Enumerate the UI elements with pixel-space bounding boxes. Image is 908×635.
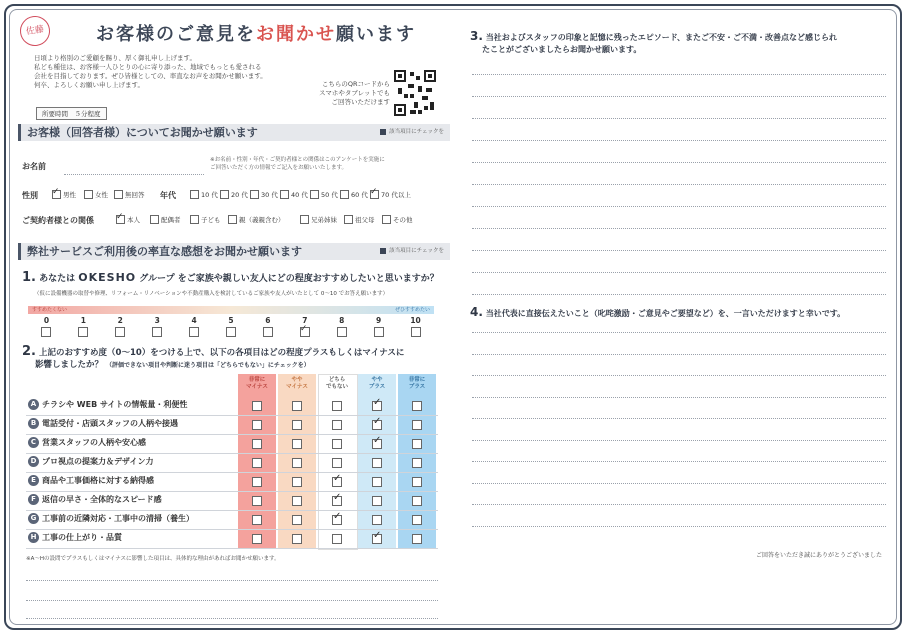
checkbox[interactable] bbox=[374, 327, 384, 337]
option-label: 女性 bbox=[95, 191, 108, 199]
answer-line[interactable] bbox=[472, 206, 886, 207]
checkbox[interactable] bbox=[292, 477, 302, 487]
answer-line[interactable] bbox=[472, 294, 886, 295]
age-option-70plus[interactable] bbox=[370, 190, 411, 199]
scale-option-9[interactable] bbox=[369, 316, 389, 337]
question-1 bbox=[22, 270, 439, 285]
name-note-line: ご回答いただく方の情報でご記入をお願いいたします。 bbox=[210, 164, 348, 171]
question-number: 3. bbox=[470, 29, 483, 43]
gender-option-female[interactable] bbox=[84, 190, 108, 199]
checkbox[interactable] bbox=[292, 439, 302, 449]
checkbox-checked[interactable] bbox=[116, 215, 125, 224]
checkbox[interactable] bbox=[252, 496, 262, 506]
row-letter-badge: E bbox=[28, 475, 39, 486]
relation-option-self[interactable] bbox=[116, 215, 140, 224]
row-letter-badge: C bbox=[28, 437, 39, 448]
question-text: あなたは bbox=[39, 274, 76, 284]
grid-row-label bbox=[28, 437, 146, 448]
answer-line[interactable] bbox=[26, 580, 438, 581]
checkbox[interactable] bbox=[84, 190, 93, 199]
checkbox-checked[interactable] bbox=[372, 401, 382, 411]
checkbox[interactable] bbox=[250, 190, 259, 199]
row-letter-badge: B bbox=[28, 418, 39, 429]
option-label: 50 代 bbox=[321, 191, 338, 199]
checkbox-checked[interactable] bbox=[332, 477, 342, 487]
grid-row-label bbox=[28, 399, 187, 410]
answer-line[interactable] bbox=[472, 354, 886, 355]
name-stamp bbox=[18, 14, 52, 48]
scale-number: 1 bbox=[80, 316, 86, 325]
checkbox-checked[interactable] bbox=[370, 190, 379, 199]
checkbox[interactable] bbox=[252, 420, 262, 430]
answer-line[interactable] bbox=[472, 504, 886, 505]
checkbox[interactable] bbox=[412, 458, 422, 468]
answer-line[interactable] bbox=[472, 162, 886, 163]
answer-line[interactable] bbox=[472, 375, 886, 376]
gender-label: 性別 bbox=[22, 191, 38, 200]
qr-caption bbox=[300, 80, 390, 107]
age-option[interactable] bbox=[250, 190, 278, 199]
grid-row-d bbox=[26, 453, 438, 473]
age-option[interactable] bbox=[190, 190, 218, 199]
row-label-text: 工事の仕上がり・品質 bbox=[42, 533, 122, 542]
left-page bbox=[14, 10, 454, 624]
checkbox[interactable] bbox=[150, 215, 159, 224]
intro-line: 日頃より格別のご愛顧を賜り、厚く御礼申し上げます。 bbox=[34, 54, 196, 62]
checkbox[interactable] bbox=[292, 401, 302, 411]
option-label: 無回答 bbox=[125, 191, 145, 199]
relation-option[interactable] bbox=[228, 215, 285, 224]
grid-row-e bbox=[26, 472, 438, 492]
grid-row-label bbox=[28, 494, 162, 505]
checkbox[interactable] bbox=[263, 327, 273, 337]
grid-column-header: 非常に マイナス bbox=[246, 377, 268, 390]
checkbox[interactable] bbox=[412, 401, 422, 411]
option-label: 兄弟姉妹 bbox=[311, 216, 337, 224]
row-letter-badge: G bbox=[28, 513, 39, 524]
answer-line[interactable] bbox=[472, 250, 886, 251]
checkbox[interactable] bbox=[412, 515, 422, 525]
check-note: 該当項目にチェックを bbox=[380, 124, 444, 141]
checkbox[interactable] bbox=[252, 477, 262, 487]
answer-line[interactable] bbox=[472, 526, 886, 527]
age-option[interactable] bbox=[310, 190, 338, 199]
option-label: 30 代 bbox=[261, 191, 278, 199]
intro-line: 会社を目指しております。ぜひ皆様としての、率直なお声をお聞かせ願います。 bbox=[34, 72, 267, 80]
checkbox[interactable] bbox=[340, 190, 349, 199]
grid-column-header: やや マイナス bbox=[286, 377, 308, 390]
scale-number: 6 bbox=[265, 316, 271, 325]
checkbox[interactable] bbox=[412, 439, 422, 449]
grid-footnote: ※A〜Hの設問でプラスもしくはマイナスに影響した項目は、具体的な理由があればお聞かせ願います。 bbox=[26, 556, 280, 562]
answer-line[interactable] bbox=[472, 332, 886, 333]
checkbox-checked[interactable] bbox=[372, 420, 382, 430]
checkbox[interactable] bbox=[292, 458, 302, 468]
scale-option-1[interactable] bbox=[73, 316, 93, 337]
age-option[interactable] bbox=[280, 190, 308, 199]
scale-option-3[interactable] bbox=[147, 316, 167, 337]
question-text: 影響しましたか？ bbox=[35, 360, 104, 370]
name-note-line: ※お名前・性別・年代・ご契約者様との関係はこのアンケートを実施に bbox=[210, 157, 385, 163]
row-letter-badge: H bbox=[28, 532, 39, 543]
option-label: 10 代 bbox=[201, 191, 218, 199]
question-3 bbox=[470, 30, 837, 56]
scale-option-8[interactable] bbox=[332, 316, 352, 337]
intro-text bbox=[34, 54, 294, 90]
grid-row-h bbox=[26, 529, 438, 549]
grid-row-label bbox=[28, 513, 194, 524]
gender-option-male[interactable] bbox=[52, 190, 76, 199]
scale-option-5[interactable] bbox=[221, 316, 241, 337]
relation-label: ご契約者様との関係 bbox=[22, 216, 94, 225]
checkbox[interactable] bbox=[412, 420, 422, 430]
age-option[interactable] bbox=[220, 190, 248, 199]
qr-code-icon[interactable] bbox=[394, 70, 436, 116]
grid-row-c bbox=[26, 434, 438, 454]
checkbox-checked[interactable] bbox=[372, 439, 382, 449]
scale-option-7[interactable] bbox=[295, 316, 315, 337]
grid-column-header: 非常に プラス bbox=[408, 377, 426, 390]
scale-option-10[interactable] bbox=[406, 316, 426, 337]
checkbox[interactable] bbox=[252, 534, 262, 544]
scale-number: 2 bbox=[117, 316, 123, 325]
name-field[interactable] bbox=[64, 174, 204, 175]
scale-number: 7 bbox=[302, 316, 308, 325]
checkbox[interactable] bbox=[252, 515, 262, 525]
age-option[interactable] bbox=[340, 190, 368, 199]
scale-number: 10 bbox=[410, 316, 421, 325]
answer-line[interactable] bbox=[472, 184, 886, 185]
answer-line[interactable] bbox=[472, 397, 886, 398]
right-page bbox=[462, 10, 894, 624]
name-label: お名前 bbox=[22, 162, 46, 171]
option-label: 配偶者 bbox=[161, 216, 181, 224]
question-2 bbox=[22, 346, 404, 372]
recommend-scale bbox=[28, 316, 434, 342]
checkbox[interactable] bbox=[292, 420, 302, 430]
checkbox[interactable] bbox=[372, 496, 382, 506]
answer-line[interactable] bbox=[472, 228, 886, 229]
check-note: 該当項目にチェックを bbox=[380, 243, 444, 260]
section-title: お客様（回答者様）についてお聞かせ願います bbox=[27, 126, 258, 139]
option-label: 男性 bbox=[63, 191, 76, 199]
checkbox[interactable] bbox=[190, 215, 199, 224]
scale-option-6[interactable] bbox=[258, 316, 278, 337]
checkbox[interactable] bbox=[332, 420, 342, 430]
checkbox[interactable] bbox=[252, 458, 262, 468]
scale-option-4[interactable] bbox=[184, 316, 204, 337]
grid-row-label bbox=[28, 418, 178, 429]
section-feedback-header bbox=[18, 243, 450, 260]
title-part3: 願います bbox=[336, 24, 416, 45]
grid-column-header: どちら でもない bbox=[325, 377, 348, 390]
answer-line[interactable] bbox=[472, 483, 886, 484]
row-letter-badge: A bbox=[28, 399, 39, 410]
grid-row-f bbox=[26, 491, 438, 511]
checkbox[interactable] bbox=[332, 534, 342, 544]
checkbox[interactable] bbox=[292, 515, 302, 525]
row-label-text: 返信の早さ・全体的なスピード感 bbox=[42, 495, 162, 504]
option-label: 祖父母 bbox=[355, 216, 375, 224]
answer-line[interactable] bbox=[472, 418, 886, 419]
checkbox[interactable] bbox=[310, 190, 319, 199]
checkbox-checked[interactable] bbox=[300, 327, 310, 337]
qr-caption-line: こちらのQRコードから bbox=[321, 80, 390, 88]
answer-line[interactable] bbox=[472, 461, 886, 462]
question-number: 1. bbox=[22, 270, 36, 285]
checkbox[interactable] bbox=[78, 327, 88, 337]
intro-line: 何卒、よろしくお願い申し上げます。 bbox=[34, 81, 144, 89]
title-part2: お聞かせ bbox=[256, 24, 336, 45]
checkbox[interactable] bbox=[332, 439, 342, 449]
relation-option[interactable] bbox=[150, 215, 181, 224]
grid-row-label bbox=[28, 532, 122, 543]
qr-caption-line: ご回答いただけます bbox=[331, 98, 390, 106]
checkbox[interactable] bbox=[372, 458, 382, 468]
answer-line[interactable] bbox=[472, 140, 886, 141]
relation-option[interactable] bbox=[344, 215, 375, 224]
checkbox[interactable] bbox=[332, 458, 342, 468]
question-text: たことがございましたらお聞かせ願います。 bbox=[482, 45, 642, 54]
answer-line[interactable] bbox=[472, 96, 886, 97]
scale-number: 9 bbox=[376, 316, 382, 325]
thanks-message: ご回答をいただき誠にありがとうございました bbox=[755, 552, 882, 559]
option-label: 本人 bbox=[127, 216, 140, 224]
checkbox[interactable] bbox=[412, 534, 422, 544]
age-label: 年代 bbox=[160, 191, 176, 200]
name-note bbox=[210, 157, 385, 172]
page-title bbox=[66, 20, 446, 46]
checkbox[interactable] bbox=[372, 477, 382, 487]
grid-column-header: やや プラス bbox=[368, 377, 386, 390]
stamp-text: 佐藤 bbox=[25, 24, 45, 38]
grid-row-label bbox=[28, 475, 154, 486]
relation-option[interactable] bbox=[382, 215, 413, 224]
option-label: 20 代 bbox=[231, 191, 248, 199]
checkbox[interactable] bbox=[190, 190, 199, 199]
answer-line[interactable] bbox=[26, 618, 438, 619]
checkbox[interactable] bbox=[220, 190, 229, 199]
question-number: 2. bbox=[22, 344, 36, 359]
option-label: 親（義親含む） bbox=[239, 216, 285, 224]
checkbox-checked[interactable] bbox=[332, 496, 342, 506]
answer-line[interactable] bbox=[26, 600, 438, 601]
checkbox[interactable] bbox=[382, 215, 391, 224]
question-text: 当社およびスタッフの印象と記憶に残ったエピソード、またご不安・ご不満・改善点など感じられ bbox=[485, 33, 837, 42]
qr-caption-line: スマホやタブレットでも bbox=[318, 89, 390, 97]
checkbox[interactable] bbox=[41, 327, 51, 337]
option-label: その他 bbox=[393, 216, 413, 224]
question-subtext: （評価できない項目や判断に迷う項目は「どちらでもない」にチェックを） bbox=[105, 362, 310, 369]
checkbox-checked[interactable] bbox=[52, 190, 61, 199]
scale-number: 4 bbox=[191, 316, 197, 325]
checkbox[interactable] bbox=[412, 477, 422, 487]
checkbox[interactable] bbox=[252, 439, 262, 449]
checkbox[interactable] bbox=[189, 327, 199, 337]
checkbox[interactable] bbox=[152, 327, 162, 337]
scale-option-0[interactable] bbox=[36, 316, 56, 337]
relation-option[interactable] bbox=[300, 215, 337, 224]
checkbox[interactable] bbox=[300, 215, 309, 224]
question-text: 上記のおすすめ度（0〜10）をつける上で、以下の各項目はどの程度プラスもしくはマイナスに bbox=[38, 348, 405, 358]
gender-option-none[interactable] bbox=[114, 190, 145, 199]
checkbox-checked[interactable] bbox=[372, 534, 382, 544]
checkbox[interactable] bbox=[292, 534, 302, 544]
checkbox[interactable] bbox=[292, 496, 302, 506]
section-title: 弊社サービスご利用後の率直な感想をお聞かせ願います bbox=[27, 245, 302, 258]
checkbox[interactable] bbox=[411, 327, 421, 337]
brand-name: OKESHO bbox=[78, 271, 137, 284]
intro-line: 私ども種住は、お客様一人ひとりの心に寄り添った、地域でもっとも愛される bbox=[34, 63, 262, 71]
row-label-text: 商品や工事価格に対する納得感 bbox=[42, 476, 154, 485]
scale-low-label: すすめたくない bbox=[32, 307, 68, 313]
question-text: 当社代表に直接伝えたいこと（叱咤激励・ご意見やご要望など）を、一言いただけますと幸いです。 bbox=[485, 309, 846, 318]
grid-row-label bbox=[28, 456, 153, 467]
row-label-text: プロ視点の提案力＆デザイン力 bbox=[42, 457, 154, 466]
checkbox[interactable] bbox=[337, 327, 347, 337]
scale-high-label: ぜひすすめたい bbox=[394, 307, 430, 313]
question-number: 4. bbox=[470, 305, 483, 319]
checkbox[interactable] bbox=[280, 190, 289, 199]
checkbox[interactable] bbox=[115, 327, 125, 337]
row-letter-badge: D bbox=[28, 456, 39, 467]
recommend-scale-bar bbox=[28, 306, 434, 314]
relation-option[interactable] bbox=[190, 215, 221, 224]
option-label: 子ども bbox=[201, 216, 221, 224]
row-label-text: 工事前の近隣対応・工事中の清掃（養生） bbox=[42, 514, 194, 523]
time-required-box: 所要時間 ５分程度 bbox=[36, 107, 107, 120]
checkbox[interactable] bbox=[372, 515, 382, 525]
answer-line[interactable] bbox=[472, 440, 886, 441]
option-label: 70 代以上 bbox=[381, 191, 411, 199]
answer-line[interactable] bbox=[472, 272, 886, 273]
row-letter-badge: F bbox=[28, 494, 39, 505]
option-label: 40 代 bbox=[291, 191, 308, 199]
question-4 bbox=[470, 306, 845, 320]
scale-number: 0 bbox=[43, 316, 50, 325]
checkbox[interactable] bbox=[228, 215, 237, 224]
scale-option-2[interactable] bbox=[110, 316, 130, 337]
checkbox[interactable] bbox=[226, 327, 236, 337]
answer-line[interactable] bbox=[472, 74, 886, 75]
checkbox[interactable] bbox=[252, 401, 262, 411]
question-1-note: （仮に設備機器の取替や修理、リフォーム・リノベーションや不動産購入を検討しているご家族や友人がいたとして 0〜10 でお答え願います） bbox=[34, 291, 389, 297]
title-part1: お客様のご意見を bbox=[96, 24, 256, 45]
checkbox[interactable] bbox=[344, 215, 353, 224]
option-label: 60 代 bbox=[351, 191, 368, 199]
answer-line[interactable] bbox=[472, 118, 886, 119]
question-text: グループ をご家族や親しい友人にどの程度おすすめしたいと思いますか？ bbox=[139, 274, 439, 284]
checkbox[interactable] bbox=[332, 401, 342, 411]
grid-row-b bbox=[26, 415, 438, 435]
checkbox[interactable] bbox=[412, 496, 422, 506]
row-label-text: 営業スタッフの人柄や安心感 bbox=[42, 438, 146, 447]
checkbox-checked[interactable] bbox=[332, 515, 342, 525]
impact-grid bbox=[26, 374, 438, 548]
scale-number: 8 bbox=[339, 316, 345, 325]
row-label-text: チラシや WEB サイトの情報量・利便性 bbox=[42, 400, 188, 409]
section-respondent-header bbox=[18, 124, 450, 141]
scale-number: 3 bbox=[154, 316, 160, 325]
checkbox[interactable] bbox=[114, 190, 123, 199]
grid-row-a bbox=[26, 396, 438, 416]
grid-row-g bbox=[26, 510, 438, 530]
row-label-text: 電話受付・店頭スタッフの人柄や接遇 bbox=[42, 419, 178, 428]
scale-number: 5 bbox=[228, 316, 234, 325]
